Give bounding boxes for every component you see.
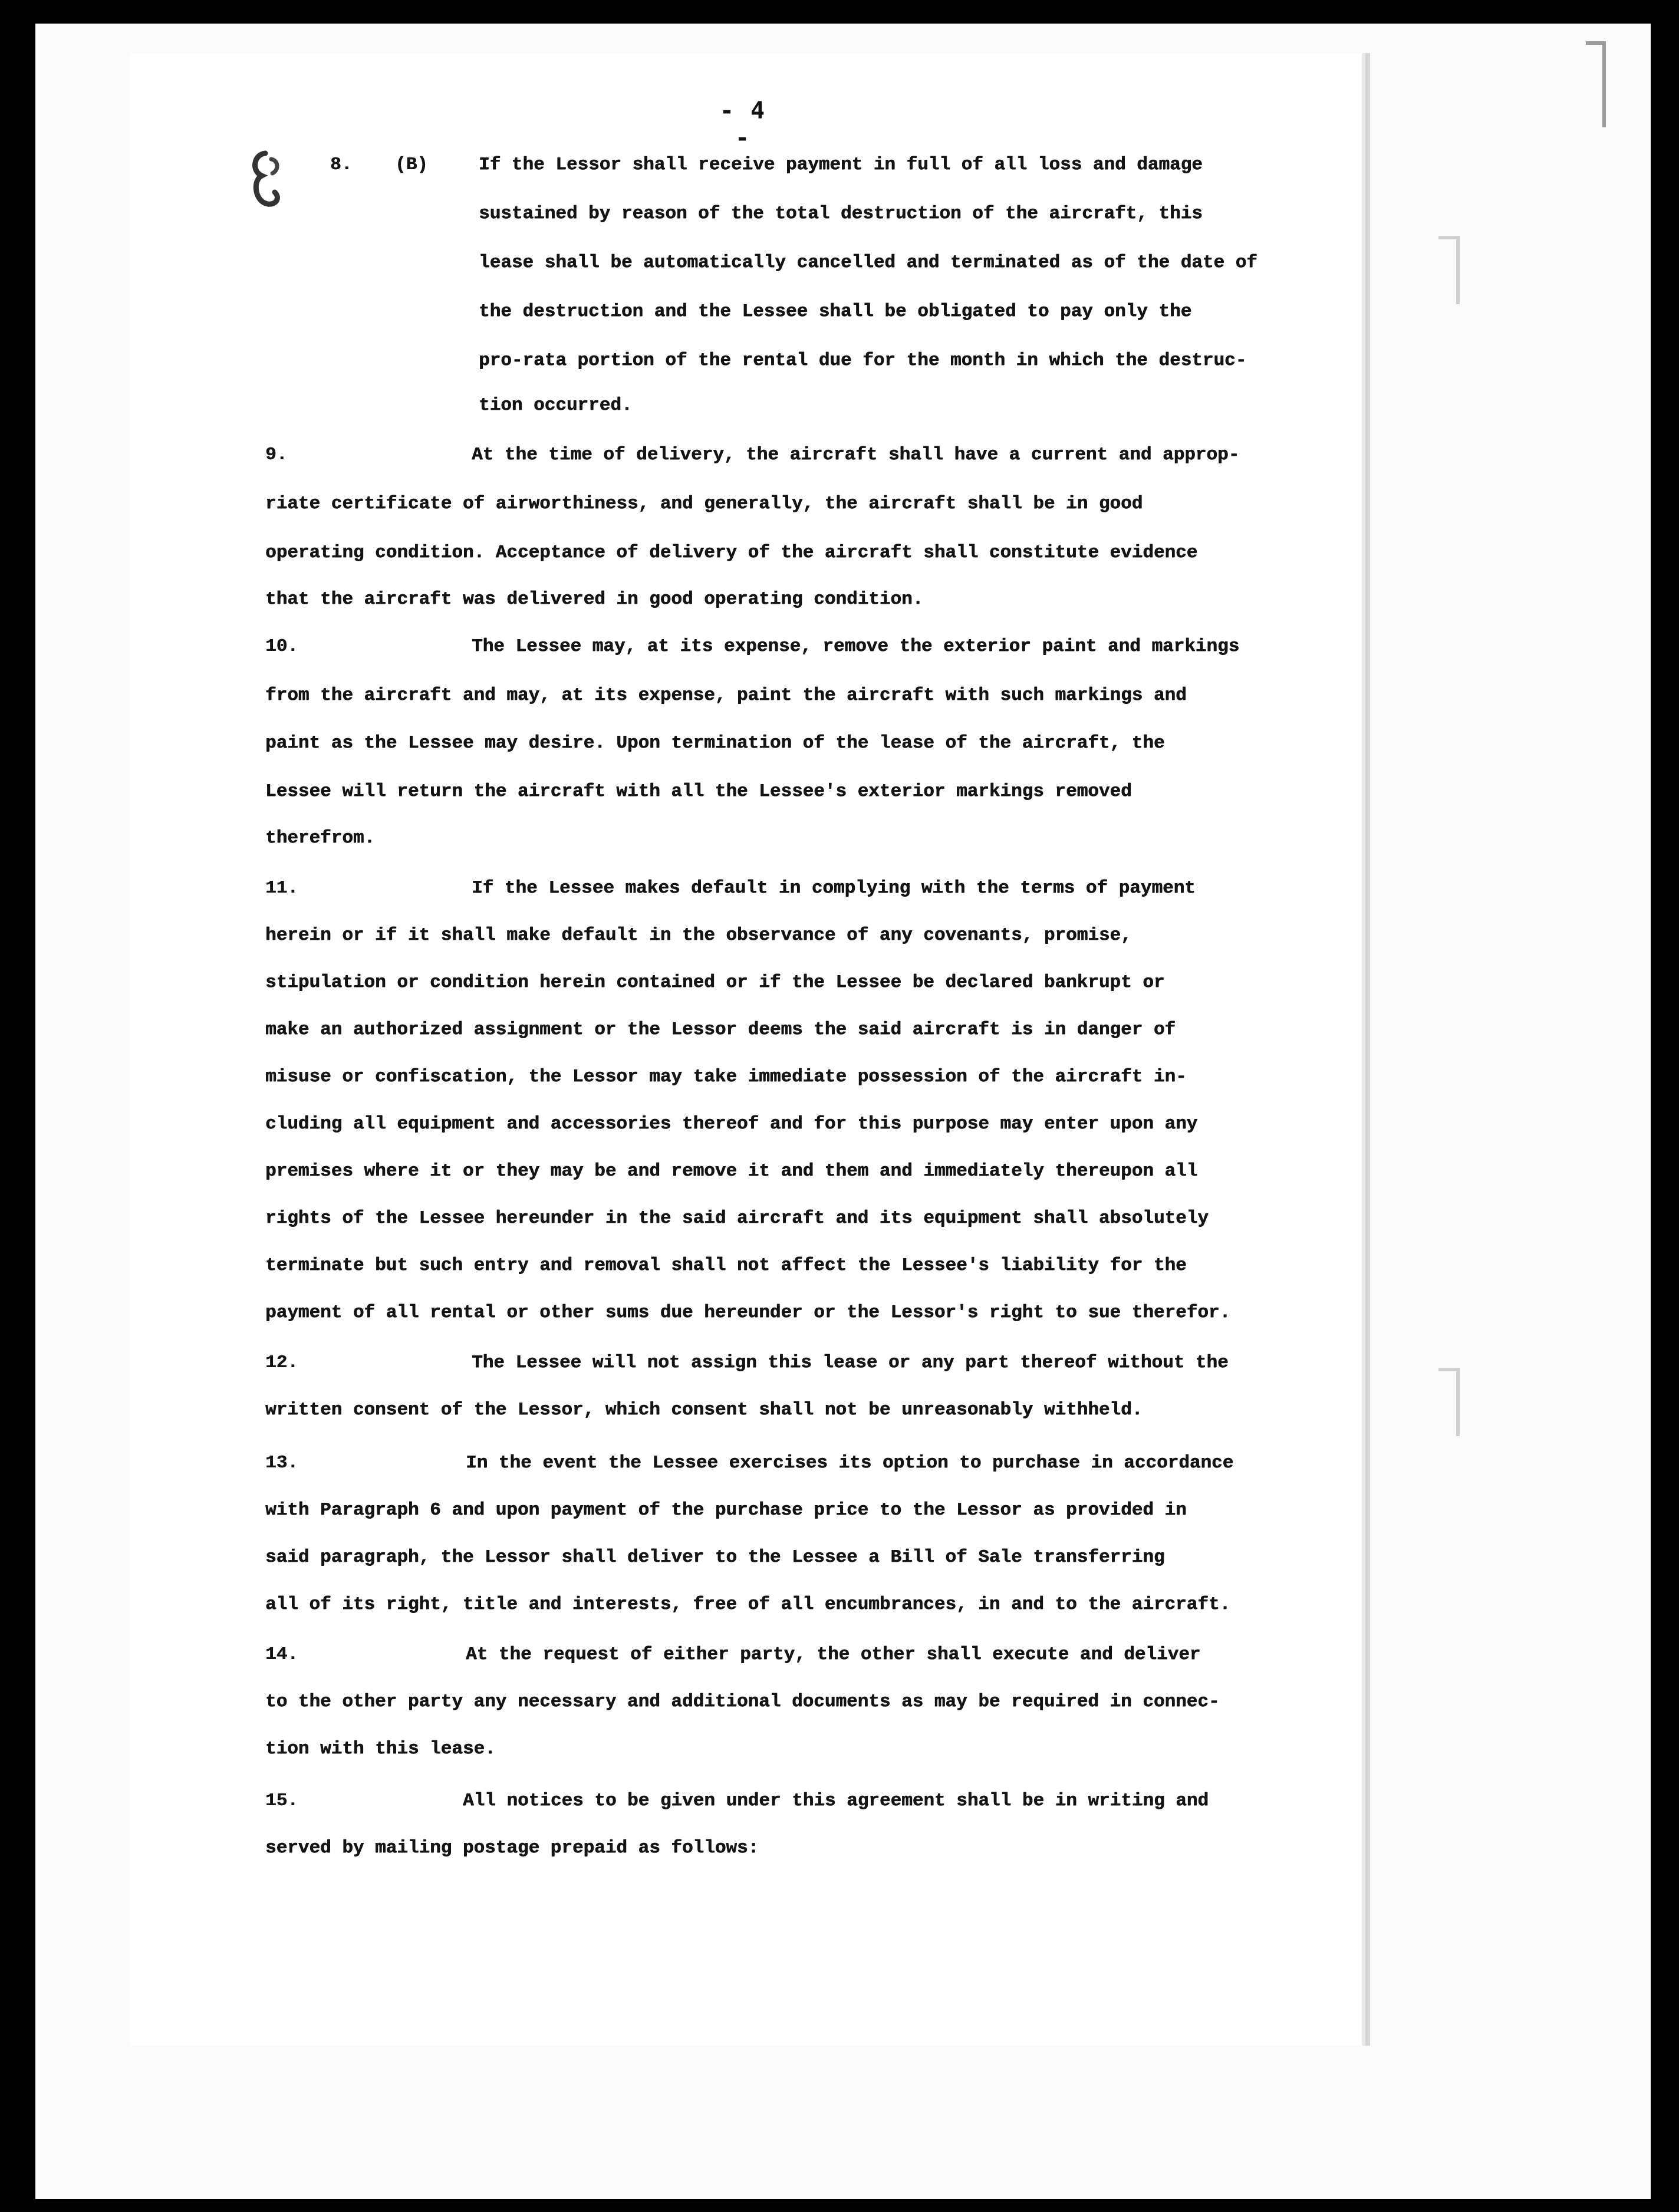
paragraph-number: 8. — [330, 154, 353, 175]
text-line: If the Lessor shall receive payment in full of all loss and damage — [479, 154, 1203, 175]
text-line: The Lessee will not assign this lease or any part thereof without the — [472, 1352, 1229, 1373]
text-line: The Lessee may, at its expense, remove the exterior paint and markings — [472, 636, 1240, 657]
text-line: In the event the Lessee exercises its option to purchase in accordance — [466, 1453, 1234, 1473]
paragraph-number: 10. — [265, 636, 298, 657]
text-line: If the Lessee makes default in complying with the terms of payment — [472, 878, 1196, 898]
text-line: herein or if it shall make default in the observance of any covenants, promise, — [265, 925, 1132, 946]
text-line: operating condition. Acceptance of delivery of the aircraft shall constitute evidence — [265, 542, 1198, 563]
text-line: make an authorized assignment or the Lessor deems the said aircraft is in danger of — [265, 1019, 1176, 1040]
paragraph-subsection: (B) — [395, 154, 428, 175]
paragraph-number: 12. — [265, 1352, 298, 1373]
text-line: tion with this lease. — [265, 1739, 496, 1759]
paragraph-number: 13. — [265, 1453, 298, 1473]
paragraph-number: 9. — [265, 445, 288, 465]
text-line: rights of the Lessee hereunder in the said aircraft and its equipment shall absolutely — [265, 1208, 1209, 1229]
text-line: to the other party any necessary and additional documents as may be required in connec- — [265, 1691, 1220, 1712]
text-line: pro-rata portion of the rental due for the month in which the destruc- — [479, 350, 1247, 371]
paper-clip-mark-icon — [248, 147, 295, 212]
text-line: said paragraph, the Lessor shall deliver to the Lessee a Bill of Sale transferring — [265, 1547, 1165, 1568]
paragraph-number: 15. — [265, 1790, 298, 1811]
text-line: premises where it or they may be and remove it and them and immediately thereupon all — [265, 1161, 1198, 1181]
text-line: therefrom. — [265, 828, 376, 848]
text-line: that the aircraft was delivered in good operating condition. — [265, 589, 924, 610]
corner-bracket-mark — [1438, 1368, 1460, 1436]
text-line: payment of all rental or other sums due hereunder or the Lessor's right to sue therefor. — [265, 1302, 1231, 1323]
text-line: lease shall be automatically cancelled and terminated as of the date of — [479, 252, 1257, 273]
text-line: with Paragraph 6 and upon payment of the purchase price to the Lessor as provided in — [265, 1500, 1187, 1520]
text-line: the destruction and the Lessee shall be obligated to pay only the — [479, 301, 1192, 322]
paragraph-number: 11. — [265, 878, 298, 898]
corner-bracket-mark — [1438, 236, 1460, 304]
corner-bracket-mark — [1586, 41, 1606, 127]
text-line: At the request of either party, the other shall execute and deliver — [466, 1644, 1201, 1665]
text-line: tion occurred. — [479, 395, 633, 416]
page-number: - 4 - — [719, 97, 766, 152]
text-line: Lessee will return the aircraft with all the Lessee's exterior markings removed — [265, 781, 1132, 802]
text-line: served by mailing postage prepaid as follows: — [265, 1838, 759, 1858]
text-line: from the aircraft and may, at its expense, paint the aircraft with such markings and — [265, 685, 1187, 706]
text-line: All notices to be given under this agreement shall be in writing and — [463, 1790, 1209, 1811]
paragraph-number: 14. — [265, 1644, 298, 1665]
text-line: At the time of delivery, the aircraft shall have a current and approp- — [472, 445, 1240, 465]
text-line: stipulation or condition herein contained or if the Lessee be declared bankrupt or — [265, 972, 1165, 993]
text-line: terminate but such entry and removal shall not affect the Lessee's liability for the — [265, 1255, 1187, 1276]
text-line: misuse or confiscation, the Lessor may take immediate possession of the aircraft in- — [265, 1066, 1187, 1087]
text-line: riate certificate of airworthiness, and generally, the aircraft shall be in good — [265, 493, 1143, 514]
text-line: cluding all equipment and accessories thereof and for this purpose may enter upon any — [265, 1114, 1198, 1134]
text-line: written consent of the Lessor, which consent shall not be unreasonably withheld. — [265, 1400, 1143, 1420]
text-line: paint as the Lessee may desire. Upon termination of the lease of the aircraft, the — [265, 733, 1165, 753]
text-line: sustained by reason of the total destruction of the aircraft, this — [479, 203, 1203, 224]
text-line: all of its right, title and interests, free of all encumbrances, in and to the aircraft. — [265, 1594, 1231, 1615]
